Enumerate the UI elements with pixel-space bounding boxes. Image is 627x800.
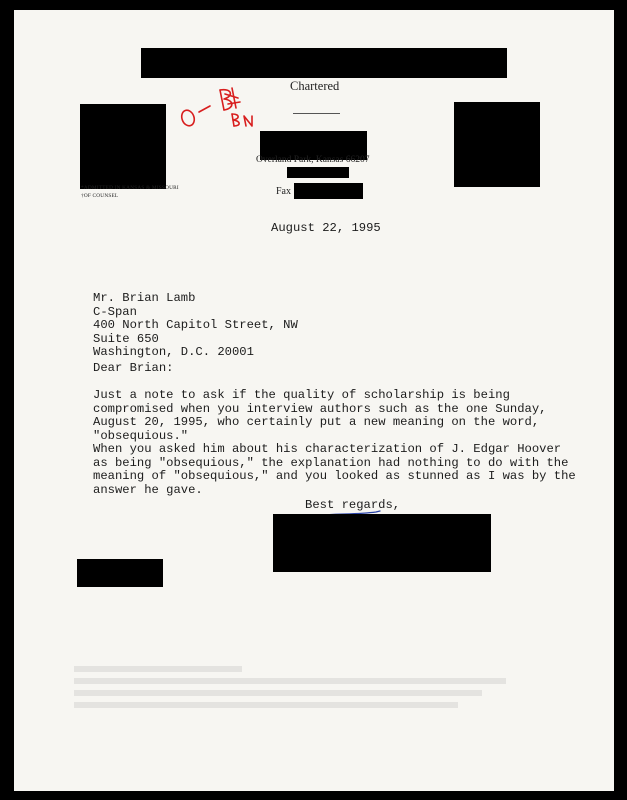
address-line: Washington, D.C. 20001 bbox=[93, 345, 254, 360]
paragraph-line: as being "obsequious," the explanation had nothing to do with the bbox=[93, 455, 569, 470]
letter-date: August 22, 1995 bbox=[271, 221, 381, 235]
address-line: C-Span bbox=[93, 304, 137, 319]
paragraph-line: When you asked him about his characterization of J. Edgar Hoover bbox=[93, 442, 562, 456]
redacted-right-partners bbox=[454, 102, 540, 187]
firm-suffix: Chartered bbox=[290, 79, 340, 93]
paragraph-line: Just a note to ask if the quality of scholarship is being bbox=[93, 388, 510, 402]
paragraph-line: August 20, 1995, who certainly put a new meaning on the word, bbox=[93, 415, 540, 430]
paragraph-line: compromised when you interview authors such as the one Sunday, bbox=[93, 401, 547, 416]
paragraph-line: meaning of "obsequious," and you looked as stunned as I was by the bbox=[93, 469, 576, 484]
show-through-heading bbox=[244, 28, 253, 44]
body-paragraph-2 bbox=[93, 443, 576, 497]
city-line: Overland Park, Kansas 66207 bbox=[256, 155, 370, 165]
body-paragraph-1 bbox=[93, 389, 546, 443]
recipient-address bbox=[93, 292, 298, 360]
paragraph-line: answer he gave. bbox=[93, 482, 203, 497]
redacted-phone bbox=[287, 167, 349, 178]
redacted-fax-number bbox=[294, 183, 363, 199]
show-through-bleed bbox=[74, 660, 554, 720]
address-line: Mr. Brian Lamb bbox=[93, 291, 196, 305]
redacted-firm-name bbox=[141, 48, 507, 78]
redacted-initials bbox=[77, 559, 163, 587]
letterhead-rule bbox=[293, 113, 340, 114]
paragraph-line: "obsequious." bbox=[93, 428, 189, 443]
redacted-left-partners bbox=[80, 104, 166, 189]
address-line: Suite 650 bbox=[93, 331, 159, 346]
handwritten-annotation bbox=[172, 80, 262, 140]
footnote-admitted: *ADMITTED IN KANSAS & MISSOURI bbox=[81, 185, 179, 191]
letter-page bbox=[14, 10, 614, 791]
fax-label: Fax bbox=[276, 186, 291, 197]
footnote-of-counsel: †OF COUNSEL bbox=[81, 193, 119, 199]
closing: Best regards, bbox=[305, 498, 401, 512]
redacted-signature bbox=[273, 514, 491, 572]
address-line: 400 North Capitol Street, NW bbox=[93, 318, 298, 333]
salutation: Dear Brian: bbox=[93, 361, 174, 375]
